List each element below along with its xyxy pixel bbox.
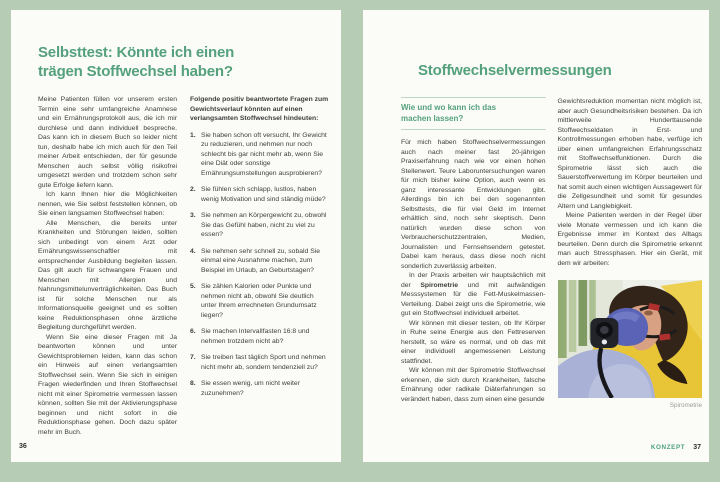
page-number-right: 37	[693, 444, 701, 451]
left-page-title	[38, 43, 327, 81]
left-page-columns	[11, 81, 341, 437]
question-number: 6.	[190, 328, 196, 336]
question-number: 1.	[190, 131, 196, 139]
paragraph: Meine Patienten füllen vor unserem ersten Termin eine sehr umfangreiche Anamnese und ein Ernährungsprotokoll aus, die ich mir durchlese und dann individuell bespreche. Das kann ich in diesem Buch so leider nicht tun, deshalb habe ich mich auch für den Teil meiner Arbeit entschieden, der für gesunde Menschen auch selbst völlig risikofrei umgesetzt werden und trotzdem schon sehr gute Erfolge liefern kann.	[38, 96, 177, 189]
questions-list	[190, 131, 329, 399]
spirometry-photo	[558, 280, 703, 409]
question-item	[190, 185, 329, 204]
paragraph: Wir können mit der Spirometrie Stoffwechsel erkennen, die sich durch Krankheiten, falsche Ernährung oder radikale Diäterfahrungen so verändert haben, dass zum einen eine gesunde	[401, 367, 546, 403]
paragraph: Gewichtsreduktion momentan nicht möglich ist, aber auch Gesundheitsrisiken bestehen. Da ich mittlerweile Hunderttausende Stoffwechseldaten in Erst- und Kontrollmessungen erhoben habe, verfüge ich über einen umfangreichen Erfahrungsschatz mit Stoffwechselfunktionen. Durch die Spirometrie lässt sich auch die Sauerstoffverwertung im Körper beurteilen und hat somit auch einen wichtigen Aussagewert für die Zellgesundheit und somit für gesundes Altern und Langlebigkeit.	[557, 98, 702, 210]
question-number: 3.	[190, 212, 196, 220]
right-page	[363, 10, 709, 462]
left-column-1	[38, 95, 177, 437]
question-text: Sie machen Intervallfasten 16:8 und nehmen trotzdem nicht ab?	[201, 328, 310, 345]
right-column-1	[401, 97, 546, 409]
paragraph: Wenn Sie eine dieser Fragen mit Ja beantworten können und unter Gewichtsproblemen leiden, kann das schon ein Hinweis auf einen verlangsamten Stoffwechsel sein. Wenn Sie sich in einigen Fragen wiederfinden und Ihren Stoffwechsel nicht mit einer Spirometrie vermessen lassen können, sollten Sie mit der Aktivierungsphase beginnen und nicht sofort in die Reduktionsphase gehen. Doch dazu später mehr im Buch.	[38, 333, 177, 436]
question-item	[190, 211, 329, 240]
question-text: Sie essen wenig, um nicht weiter zuzunehmen?	[201, 380, 300, 397]
page-number-left: 36	[19, 443, 27, 450]
right-page-title: Stoffwechselvermessungen	[418, 62, 612, 79]
paragraph: Ich kann Ihnen hier die Möglichkeiten nennen, wie Sie selbst feststellen können, ob Sie einen langsamen Stoffwechsel haben:	[38, 191, 177, 217]
section-label: KONZEPT	[650, 444, 686, 451]
question-text: Sie nehmen sehr schnell zu, sobald Sie einmal eine Ausnahme machen, zum Beispiel im Urlaub, an Geburtstagen?	[201, 247, 321, 274]
left-page	[11, 10, 341, 462]
subhead-rule-bottom	[401, 129, 546, 130]
right-page-columns	[363, 80, 709, 409]
subheading	[401, 103, 511, 124]
left-page-title-line1: Selbsttest: Könnte ich einen	[38, 44, 235, 61]
question-item	[190, 353, 329, 372]
paragraph: Alle Menschen, die bereits unter Krankheiten und Störungen leiden, sollten sich unbedingt von einem Arzt oder Ernährungswissenschaftler mit entsprechender Ausbildung begleiten lassen. Das gilt auch für schwangere Frauen und Menschen mit Allergien und Nahrungsmittelunverträglichkeiten. Das Buch ist für solche Menschen nur als Informationsquelle geeignet und es sollten keine Reduktionsphasen ohne ärztliche Begleitung durchgeführt werden.	[38, 219, 177, 331]
question-number: 8.	[190, 380, 196, 388]
emphasized-term: Spirometrie	[420, 281, 459, 289]
question-text: Sie treiben fast täglich Sport und nehmen nicht mehr ab, sondern tendenziell zu?	[201, 354, 326, 371]
paragraph: Wir können mit dieser testen, ob Ihr Körper in Ruhe seine Energie aus den Fettreserven herstellt, so wäre es normal, und ob das mit einer individuell angemessenen Leistung stattfindet.	[401, 319, 546, 365]
paragraph-text: und mit aufwändigen Messsystemen für die Fett-Muskelmassen-Verteilung. Dabei zeigt uns die Spirometrie, wie gut ein Stoffwechsel individuell arbeitet.	[401, 281, 546, 317]
question-number: 4.	[190, 247, 196, 255]
left-page-title-line2: trägen Stoffwechsel haben?	[38, 63, 233, 80]
question-item	[190, 327, 329, 346]
paragraph	[401, 271, 546, 319]
paragraph-text: In der Praxis arbeiten wir hauptsächlich mit der	[401, 272, 546, 289]
right-page-footer	[651, 444, 701, 451]
subheading-line2: machen lassen?	[401, 113, 464, 123]
question-number: 7.	[190, 354, 196, 362]
paragraph: Für mich haben Stoffwechselvermessungen auch nach meiner fast 20-jährigen Praxiserfahrung nach wie vor einen hohen Stellenwert. Teure Laboruntersuchungen waren für mich bisher keine Option, auch wenn es ganz interessante Entwicklungen gibt. Allerdings bin ich bei den sogenannten Selbsttests, die für viel Geld im Internet erhältlich sind, noch sehr skeptisch. Denn natürlich wurden diese schon von Verbraucherschutzzentralen, Medien, Journalisten und Fernsehsendern getestet. Dabei kam heraus, dass diese noch nicht sonderlich zuverlässig arbeiten.	[401, 139, 546, 270]
question-text: Sie fühlen sich schlapp, lustlos, haben wenig Motivation und sind ständig müde?	[201, 186, 326, 203]
question-text: Sie zählen Kalorien oder Punkte und nehmen nicht ab, obwohl Sie deutlich unter Ihrem errechneten Grundumsatz liegen?	[201, 283, 317, 319]
question-item	[190, 379, 329, 398]
spirometry-photo-illustration	[558, 280, 703, 398]
left-column-2	[190, 95, 329, 437]
question-text: Sie haben schon oft versucht, Ihr Gewicht zu reduzieren, und nehmen nur noch schlecht bis gar nicht mehr ab, wenn Sie eine Diät oder sonstige Ernährungsumstellungen ausprobieren?	[201, 131, 327, 177]
right-column-2	[558, 97, 703, 409]
subheading-line1: Wie und wo kann ich das	[401, 103, 497, 112]
question-item	[190, 247, 329, 276]
paragraph: Meine Patienten werden in der Regel über viele Monate vermessen und ich kann die Ergebnisse immer im Kontext des Alltags beurteilen. Denn durch die Spirometrie erkennt man auch Stressphasen. Hier ein Gerät, mit dem wir arbeiten:	[557, 212, 702, 267]
question-number: 2.	[190, 186, 196, 194]
photo-caption: Spirometrie	[669, 402, 702, 409]
question-text: Sie nehmen an Körpergewicht zu, obwohl Sie das Gefühl haben, nicht zu viel zu essen?	[201, 212, 327, 239]
subhead-rule-top	[401, 97, 546, 98]
questions-intro: Folgende positiv beantwortete Fragen zum Gewichtsverlauf könnten auf einen verlangsamten Stoffwechsel hindeuten:	[190, 96, 329, 123]
question-item	[190, 282, 329, 320]
question-item	[190, 131, 329, 179]
question-number: 5.	[190, 283, 196, 291]
